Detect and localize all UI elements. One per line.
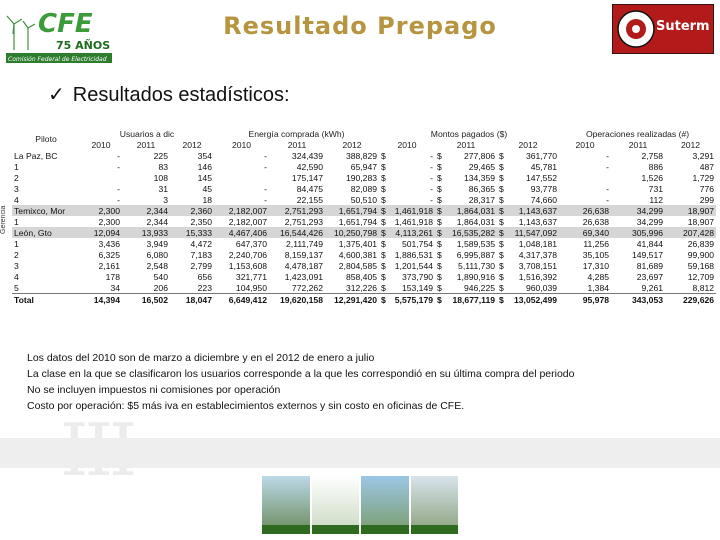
cell-usuarios: 6,325: [98, 249, 120, 260]
row-label: Total: [12, 294, 80, 306]
cell-montos: 1,143,637: [507, 205, 559, 216]
currency-symbol: $: [435, 227, 445, 238]
notes: [27, 350, 574, 414]
cell-montos: 361,770: [525, 150, 558, 161]
currency-symbol: $: [437, 271, 442, 282]
cell-montos: 28,317: [468, 194, 496, 205]
row-label: 4: [14, 271, 19, 282]
cell-energia: 8,159,137: [284, 249, 323, 260]
cell-energia: 1,375,401: [338, 238, 378, 249]
table-row: [12, 249, 716, 260]
cell-energia: 2,182,007: [228, 216, 267, 227]
cell-montos: 86,365: [468, 183, 496, 194]
currency-symbol: $: [381, 260, 386, 271]
cell-usuarios: 206: [153, 282, 168, 293]
cell-energia: 104,950: [235, 282, 267, 293]
row-label: 1: [14, 161, 19, 172]
footer-photo-3: [361, 476, 409, 534]
cell-energia: -: [264, 183, 267, 194]
note-line: Costo por operación: $5 más iva en establecimientos externos y sin costo en oficinas de CFE.: [27, 400, 465, 412]
year-header: 2011: [287, 139, 307, 150]
page-title: Resultado Prepago: [223, 12, 497, 40]
currency-symbol: $: [381, 194, 386, 205]
cell-energia: 65,947: [350, 161, 378, 172]
cell-operaciones: 59,168: [687, 260, 715, 271]
cell-montos: 11,547,092: [507, 227, 559, 238]
year-header: 2011: [456, 139, 476, 150]
cell-operaciones: -: [606, 150, 610, 161]
currency-symbol: $: [437, 194, 442, 205]
cell-usuarios: 2,300: [98, 216, 120, 227]
year-header: 2012: [680, 139, 701, 150]
currency-symbol: $: [499, 161, 504, 172]
currency-symbol: $: [379, 227, 389, 238]
cell-usuarios: [80, 172, 122, 183]
cell-operaciones: 99,900: [687, 249, 715, 260]
row-label: 4: [14, 194, 19, 205]
cell-operaciones: 17,310: [582, 260, 610, 271]
cell-usuarios: 12,094: [80, 227, 122, 238]
currency-symbol: $: [499, 282, 504, 293]
cell-montos: 3,708,151: [518, 260, 558, 271]
cell-energia: 42,590: [296, 161, 323, 172]
statistics-table: [12, 128, 716, 305]
cell-montos: 18,677,119: [445, 294, 497, 306]
cell-operaciones: 343,053: [611, 294, 665, 306]
table-row: [12, 260, 716, 271]
cell-montos: 1,461,918: [394, 216, 434, 227]
cell-usuarios: 178: [105, 271, 120, 282]
currency-symbol: $: [499, 183, 504, 194]
cell-usuarios: 14,394: [80, 294, 122, 306]
cell-energia: 16,544,426: [269, 227, 325, 238]
table-row: [12, 205, 716, 216]
cell-energia: 2,751,293: [284, 216, 323, 227]
cell-energia: -: [264, 194, 267, 205]
cell-energia: 2,751,293: [269, 205, 325, 216]
cell-operaciones: 207,428: [665, 227, 716, 238]
cell-montos: 5,111,730: [458, 260, 496, 271]
cell-montos: 946,225: [463, 282, 496, 293]
cell-montos: 1,048,181: [518, 238, 558, 249]
cell-usuarios: 18: [202, 194, 212, 205]
cell-usuarios: 31: [158, 183, 168, 194]
cell-montos: 1,864,031: [445, 205, 497, 216]
year-header: 2012: [518, 139, 538, 150]
currency-symbol: $: [499, 271, 504, 282]
cell-montos: 277,806: [463, 150, 496, 161]
cell-energia: 50,510: [350, 194, 378, 205]
col-header-piloto: Piloto: [35, 134, 57, 144]
group-header-energia: Energía comprada (kWh): [248, 128, 345, 139]
group-header-operaciones: Operaciones realizadas (#): [585, 128, 690, 139]
cell-operaciones: 11,256: [583, 238, 610, 249]
cell-energia: 84,475: [296, 183, 323, 194]
currency-symbol: $: [499, 260, 504, 271]
cell-energia: 2,804,585: [338, 260, 378, 271]
cell-montos: 1,461,918: [389, 205, 435, 216]
section-heading-text: Resultados estadísticos:: [72, 84, 290, 106]
currency-symbol: $: [499, 238, 504, 249]
currency-symbol: $: [499, 150, 504, 161]
cell-energia: 312,226: [345, 282, 378, 293]
cell-montos: -: [430, 161, 434, 172]
row-label: 5: [14, 282, 19, 293]
cell-montos: 1,886,531: [394, 249, 434, 260]
cell-operaciones: 26,839: [687, 238, 715, 249]
cell-usuarios: 354: [197, 150, 212, 161]
row-label: 2: [14, 172, 19, 183]
footer-photo-2: [312, 476, 360, 534]
cell-usuarios: 16,502: [122, 294, 170, 306]
cell-montos: 153,149: [401, 282, 434, 293]
currency-symbol: $: [381, 271, 386, 282]
currency-symbol: $: [437, 161, 442, 172]
cell-energia: 19,620,158: [269, 294, 325, 306]
cell-operaciones: 34,299: [636, 216, 664, 227]
currency-symbol: $: [435, 294, 445, 306]
cell-energia: 22,155: [296, 194, 323, 205]
cell-energia: 1,423,091: [284, 271, 323, 282]
cell-energia: 190,283: [345, 172, 378, 183]
table-row: [12, 282, 716, 294]
cell-montos: 74,660: [530, 194, 558, 205]
cell-montos: 4,317,378: [518, 249, 558, 260]
cell-operaciones: 8,812: [692, 282, 715, 293]
table-row: [12, 161, 716, 172]
cell-usuarios: 7,183: [190, 249, 212, 260]
year-header: 2011: [628, 139, 648, 150]
cell-energia: 82,089: [350, 183, 378, 194]
cell-energia: 2,182,007: [214, 205, 269, 216]
cell-operaciones: 229,626: [665, 294, 716, 306]
cell-operaciones: 81,689: [636, 260, 664, 271]
cell-energia: 4,467,406: [214, 227, 269, 238]
cell-usuarios: -: [117, 150, 120, 161]
cell-montos: 16,535,282: [445, 227, 497, 238]
cell-usuarios: 45: [202, 183, 212, 194]
cell-operaciones: -: [606, 183, 610, 194]
cell-montos: 45,781: [530, 161, 558, 172]
cell-montos: 1,516,392: [518, 271, 558, 282]
checkmark-icon: ✓: [48, 84, 65, 106]
group-header-montos: Montos pagados ($): [430, 128, 508, 139]
cell-montos: 93,778: [530, 183, 558, 194]
cell-energia: 2,111,749: [286, 238, 323, 249]
cell-energia: 4,478,187: [284, 260, 323, 271]
cell-montos: 5,575,179: [389, 294, 435, 306]
section-heading: [48, 82, 290, 107]
cell-operaciones: 149,517: [631, 249, 664, 260]
cell-operaciones: 18,907: [687, 216, 715, 227]
footer-band: [0, 438, 720, 468]
cell-energia: -: [264, 161, 267, 172]
currency-symbol: $: [497, 227, 507, 238]
cell-usuarios: 6,080: [146, 249, 168, 260]
cell-operaciones: -: [606, 194, 610, 205]
cell-usuarios: 83: [158, 161, 168, 172]
currency-symbol: $: [499, 172, 504, 183]
cell-usuarios: 2,344: [122, 205, 170, 216]
cell-operaciones: 1,729: [692, 172, 715, 183]
currency-symbol: $: [497, 294, 507, 306]
cell-usuarios: 656: [197, 271, 212, 282]
table-row: [12, 271, 716, 282]
cell-operaciones: 95,978: [559, 294, 611, 306]
cell-usuarios: 3: [163, 194, 168, 205]
cfe-logo-text: CFE: [38, 9, 93, 39]
cell-montos: 6,995,887: [456, 249, 496, 260]
currency-symbol: $: [381, 172, 386, 183]
cell-energia: 10,250,798: [325, 227, 379, 238]
footer-photo-1: [262, 476, 310, 534]
cell-usuarios: 2,300: [80, 205, 122, 216]
table-row: [12, 194, 716, 205]
cell-usuarios: -: [117, 161, 120, 172]
table-row: [12, 216, 716, 227]
cell-energia: 4,600,381: [338, 249, 378, 260]
group-header-usuarios: Usuarios a dic: [119, 128, 175, 139]
table-row: [12, 227, 716, 238]
cell-energia: 388,829: [345, 150, 378, 161]
cell-energia: 1,651,794: [338, 216, 378, 227]
cell-montos: 4,113,261: [389, 227, 435, 238]
currency-symbol: $: [437, 183, 442, 194]
cell-usuarios: 2,350: [190, 216, 212, 227]
cell-operaciones: 18,907: [665, 205, 716, 216]
cell-montos: 134,359: [463, 172, 496, 183]
currency-symbol: $: [437, 282, 442, 293]
currency-symbol: $: [381, 161, 386, 172]
currency-symbol: $: [499, 194, 504, 205]
year-header: 2012: [342, 139, 362, 150]
cfe-logo: [4, 2, 114, 64]
currency-symbol: $: [437, 238, 442, 249]
cell-montos: 147,552: [525, 172, 558, 183]
svg-text:Suterm: Suterm: [656, 19, 710, 34]
currency-symbol: $: [381, 183, 386, 194]
cell-operaciones: 731: [648, 183, 664, 194]
row-label: La Paz, BC: [14, 150, 58, 161]
cell-montos: 29,465: [468, 161, 496, 172]
cell-operaciones: 23,697: [636, 271, 664, 282]
row-label: 1: [14, 238, 19, 249]
cell-operaciones: 1,384: [587, 282, 610, 293]
cell-montos: 960,039: [525, 282, 558, 293]
cell-energia: 1,651,794: [325, 205, 379, 216]
footer-image-strip: [262, 476, 458, 534]
row-label: León, Gto: [12, 227, 80, 238]
table-row: [12, 172, 716, 183]
note-line: No se incluyen impuestos ni comisiones por operación: [27, 384, 281, 396]
year-header: 2010: [91, 139, 111, 150]
cell-montos: 1,589,535: [456, 238, 496, 249]
cell-energia: 324,439: [291, 150, 323, 161]
cell-montos: 373,790: [401, 271, 434, 282]
note-line: Los datos del 2010 son de marzo a diciembre y en el 2012 de enero a julio: [27, 352, 375, 364]
cell-montos: -: [430, 194, 434, 205]
table-row: [12, 238, 716, 249]
svg-text:Comisión Federal de Electricid: Comisión Federal de Electricidad: [8, 56, 107, 63]
currency-symbol: $: [381, 282, 386, 293]
cell-operaciones: 26,638: [582, 216, 610, 227]
cell-operaciones: 69,340: [559, 227, 611, 238]
suterm-logo: [612, 4, 714, 54]
cell-operaciones: 1,526: [641, 172, 664, 183]
cell-usuarios: 34: [110, 282, 120, 293]
svg-text:75 AÑOS: 75 AÑOS: [56, 39, 111, 52]
cell-operaciones: [559, 172, 611, 183]
cell-energia: 2,240,706: [228, 249, 267, 260]
year-header: 2012: [182, 139, 202, 150]
cell-operaciones: 886: [648, 161, 664, 172]
cell-usuarios: 2,360: [170, 205, 214, 216]
cell-usuarios: 2,344: [146, 216, 168, 227]
year-header: 2010: [575, 139, 595, 150]
cell-usuarios: 18,047: [170, 294, 214, 306]
cell-usuarios: 4,472: [190, 238, 212, 249]
currency-symbol: $: [497, 205, 507, 216]
cell-usuarios: 15,333: [170, 227, 214, 238]
currency-symbol: $: [437, 216, 442, 227]
cell-montos: 1,890,916: [456, 271, 496, 282]
row-label: 2: [14, 249, 19, 260]
table-row: [12, 183, 716, 194]
currency-symbol: $: [381, 249, 386, 260]
currency-symbol: $: [381, 238, 386, 249]
cell-usuarios: -: [117, 194, 120, 205]
total-row: [12, 294, 716, 306]
cell-operaciones: 2,758: [641, 150, 664, 161]
cell-montos: 1,864,031: [456, 216, 496, 227]
row-label: 1: [14, 216, 19, 227]
cell-usuarios: 223: [197, 282, 212, 293]
year-header-row: [12, 139, 716, 150]
cell-operaciones: 41,844: [636, 238, 664, 249]
currency-symbol: $: [379, 294, 389, 306]
currency-symbol: $: [437, 150, 442, 161]
side-label: Gerencia: [0, 205, 7, 234]
cell-montos: 501,754: [401, 238, 434, 249]
currency-symbol: $: [381, 216, 386, 227]
cell-energia: 772,262: [291, 282, 323, 293]
cell-usuarios: 2,799: [190, 260, 212, 271]
cell-usuarios: 146: [197, 161, 212, 172]
cell-usuarios: 13,933: [122, 227, 170, 238]
cell-montos: -: [430, 150, 434, 161]
cell-operaciones: 305,996: [611, 227, 665, 238]
currency-symbol: $: [437, 260, 442, 271]
cell-operaciones: 299: [699, 194, 715, 205]
cell-montos: 13,052,499: [507, 294, 559, 306]
cell-montos: 1,143,637: [518, 216, 558, 227]
cell-energia: 1,153,608: [228, 260, 267, 271]
currency-symbol: $: [499, 216, 504, 227]
cell-energia: 647,370: [235, 238, 267, 249]
cell-operaciones: -: [606, 161, 610, 172]
year-header: 2010: [231, 139, 252, 150]
cell-operaciones: 34,299: [611, 205, 665, 216]
cell-usuarios: 3,436: [98, 238, 120, 249]
cell-usuarios: 540: [153, 271, 168, 282]
year-header: 2010: [397, 139, 417, 150]
currency-symbol: $: [381, 150, 386, 161]
cell-operaciones: 35,105: [582, 249, 610, 260]
table-body: [12, 150, 716, 305]
cell-usuarios: 2,548: [146, 260, 168, 271]
cell-montos: -: [430, 172, 434, 183]
cell-operaciones: 487: [699, 161, 715, 172]
cell-operaciones: 12,709: [687, 271, 715, 282]
cell-usuarios: -: [117, 183, 120, 194]
cell-energia: 6,649,412: [214, 294, 269, 306]
currency-symbol: $: [437, 172, 442, 183]
cell-energia: 175,147: [291, 172, 323, 183]
cell-usuarios: 145: [197, 172, 212, 183]
cell-operaciones: 3,291: [692, 150, 715, 161]
currency-symbol: $: [437, 249, 442, 260]
cell-operaciones: 26,638: [559, 205, 611, 216]
cell-montos: -: [430, 183, 434, 194]
cell-operaciones: 112: [649, 194, 664, 205]
cell-operaciones: 776: [699, 183, 715, 194]
cell-usuarios: 2,161: [98, 260, 120, 271]
cell-energia: [214, 172, 269, 183]
currency-symbol: $: [435, 205, 445, 216]
cell-operaciones: 9,261: [641, 282, 664, 293]
currency-symbol: $: [379, 205, 389, 216]
cell-operaciones: 4,285: [587, 271, 610, 282]
cell-energia: 321,771: [235, 271, 267, 282]
row-label: 3: [14, 260, 19, 271]
row-label: 3: [14, 183, 19, 194]
cell-usuarios: 3,949: [146, 238, 168, 249]
row-label: Temixco, Mor: [12, 205, 80, 216]
cell-energia: -: [264, 150, 267, 161]
cell-usuarios: 108: [153, 172, 168, 183]
cell-usuarios: 225: [153, 150, 168, 161]
footer-photo-4: [411, 476, 459, 534]
currency-symbol: $: [499, 249, 504, 260]
note-line: La clase en la que se clasificaron los usuarios corresponde a la que les correspondió en su última compra del periodo: [27, 368, 575, 380]
table-row: [12, 150, 716, 161]
cell-energia: 12,291,420: [325, 294, 379, 306]
cell-energia: 858,405: [345, 271, 378, 282]
year-header: 2011: [136, 139, 156, 150]
cell-montos: 1,201,544: [394, 260, 434, 271]
